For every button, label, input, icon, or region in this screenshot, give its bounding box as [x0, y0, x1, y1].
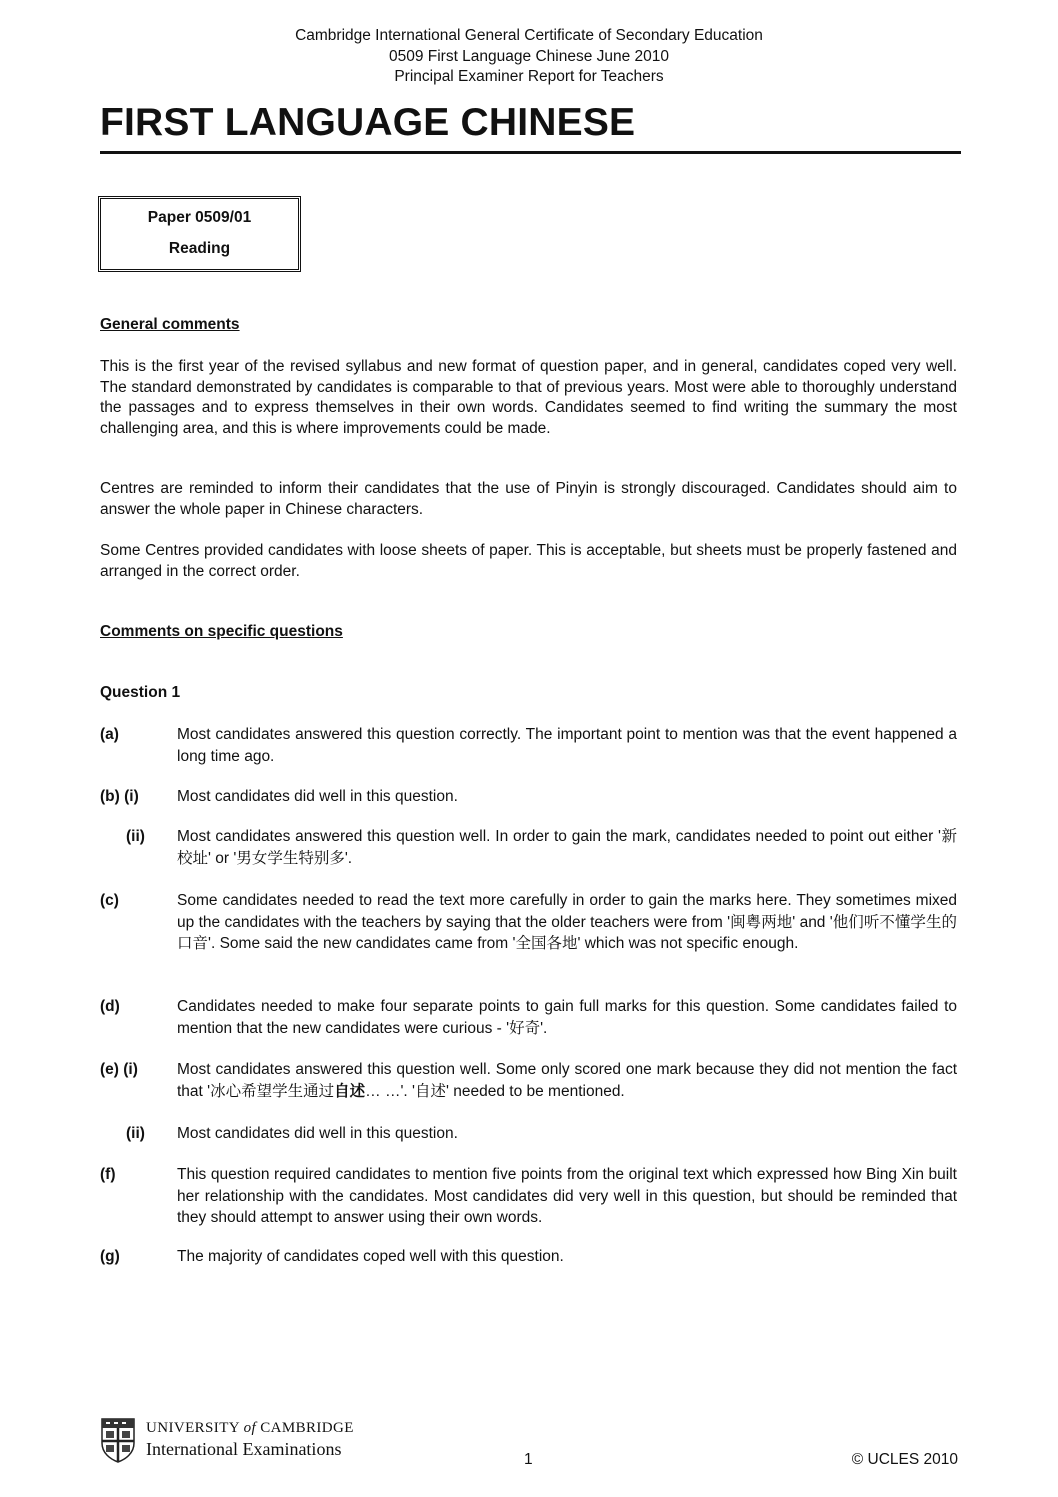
copyright-notice: © UCLES 2010 — [851, 1451, 958, 1468]
header-line-1: Cambridge International General Certificate of Secondary Education — [295, 27, 763, 44]
general-paragraph-3: Some Centres provided candidates with loose sheets of paper. This is acceptable, but sheets must be properly fastened and arranged in the correct order. — [100, 542, 957, 580]
logo-word: CAMBRIDGE — [256, 1420, 354, 1436]
item-label: (d) — [100, 998, 120, 1015]
logo-university-text — [146, 1420, 354, 1437]
logo-word-italic: of — [243, 1420, 257, 1436]
cambridge-logo — [100, 1417, 370, 1467]
header-line-2: 0509 First Language Chinese June 2010 — [388, 47, 670, 65]
item-text: Most candidates answered this question well. In order to gain the mark, candidates needed to point out either '新校址' or '男女学生特别多'. — [177, 828, 957, 867]
item-text: Most candidates answered this question correctly. The important point to mention was that the event happened a long time ago. — [177, 726, 957, 765]
header-line-3: Principal Examiner Report for Teachers — [394, 68, 664, 85]
paper-info-box — [98, 196, 301, 272]
item-text — [177, 1059, 957, 1102]
item-label: (f) — [100, 1166, 116, 1183]
item-text: This question required candidates to mention five points from the original text which expressed how Bing Xin built her relationship with the candidates. Most candidates did very well in this question, but should be reminded that they should attempt to answer using their own words. — [177, 1166, 957, 1226]
page-number: 1 — [524, 1451, 533, 1468]
item-text: Most candidates did well in this question. — [177, 1125, 458, 1142]
logo-exams-text: International Examinations — [146, 1439, 342, 1459]
item-label: (e) (i) — [100, 1061, 138, 1078]
general-paragraph-2: Centres are reminded to inform their candidates that the use of Pinyin is strongly discouraged. Candidates should aim to answer the whole paper in Chinese characters. — [100, 480, 957, 518]
item-text: Most candidates did well in this question. — [177, 788, 458, 805]
question-1-heading: Question 1 — [100, 684, 181, 701]
item-label: (ii) — [126, 828, 145, 845]
item-label: (ii) — [126, 1125, 145, 1142]
page-title: FIRST LANGUAGE CHINESE — [100, 101, 636, 144]
item-text: Candidates needed to make four separate points to gain full marks for this question. Some candidates failed to mention that the new candidates were curious - '好奇'. — [177, 998, 957, 1037]
item-label: (a) — [100, 726, 119, 743]
title-rule — [100, 151, 961, 154]
cambridge-shield-icon — [100, 1417, 136, 1463]
item-text-part: … …'. '自述' needed to be mentioned. — [365, 1082, 625, 1100]
general-paragraph-1: This is the first year of the revised syllabus and new format of question paper, and in general, candidates coped very well. The standard demonstrated by candidates is comparable to that of previous years. Most were able to thoroughly understand the passages and to express themselves in their own words. Candidates seemed to find writing the summary the most challenging area, and this is where improvements could be made. — [100, 358, 957, 437]
document-header — [0, 26, 1058, 88]
item-text: Some candidates needed to read the text more carefully in order to gain the marks here. They sometimes mixed up the candidates with the teachers by saying that the older teachers were from '闽粤两地' and '他们听不懂学生的口音'. Some said the new candidates came from '全国各地' which was not specific enough. — [177, 892, 957, 952]
specific-comments-heading: Comments on specific questions — [100, 623, 343, 640]
paper-component: Reading — [168, 240, 231, 257]
item-text: The majority of candidates coped well with this question. — [177, 1248, 564, 1265]
item-label: (g) — [100, 1248, 120, 1265]
item-label: (b) (i) — [100, 788, 139, 805]
general-comments-heading: General comments — [100, 316, 240, 333]
item-text-bold: 自述 — [334, 1082, 366, 1100]
logo-word: UNIVERSITY — [146, 1420, 244, 1436]
paper-code: Paper 0509/01 — [147, 209, 252, 226]
item-label: (c) — [100, 892, 119, 909]
item-text-part: Most candidates answered this question well. Some only scored one mark because they did not mention the fact that '冰心希望学生通过 — [177, 1061, 957, 1100]
